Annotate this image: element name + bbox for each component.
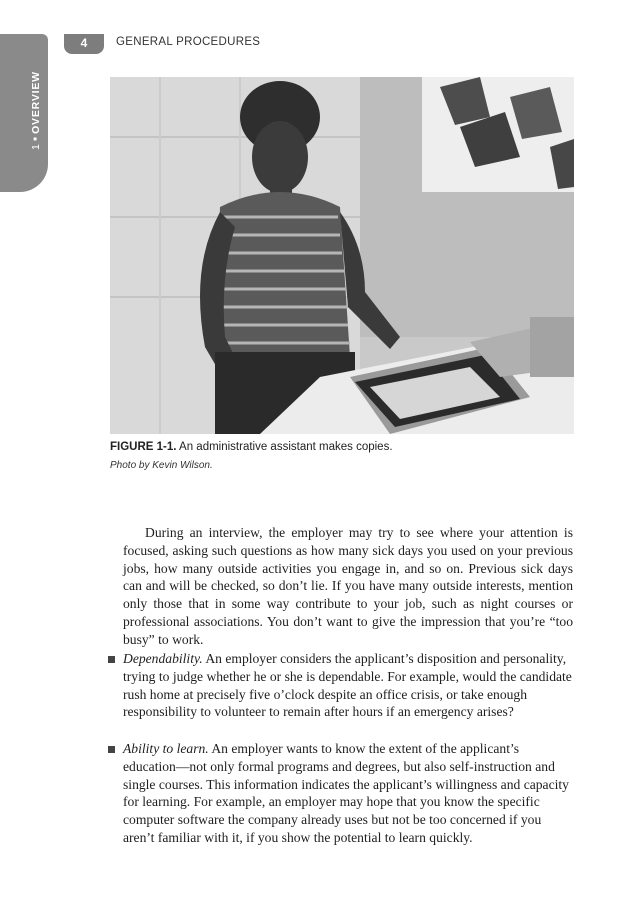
bullet-description: An employer considers the applicant’s disposition and personality, trying to judge whether he or she is dependable. For example, would the candidate rush home at precisely five o’clock despite an office crisis, or take enough responsibility to volunteer to remain after hours if an emergency arises?	[123, 651, 572, 720]
bullet-text	[123, 650, 573, 721]
page-number: 4	[64, 34, 104, 54]
chapter-number: 1	[30, 143, 42, 150]
chapter-side-label	[30, 71, 42, 150]
figure-photo	[110, 77, 574, 434]
chapter-title: OVERVIEW	[30, 71, 42, 134]
photo-credit: Photo by Kevin Wilson.	[110, 460, 213, 471]
running-head: GENERAL PROCEDURES	[116, 36, 261, 48]
figure-caption	[110, 441, 580, 453]
bullet-term: Dependability.	[123, 651, 203, 666]
bullet-term: Ability to learn.	[123, 741, 209, 756]
bullet-text	[123, 740, 573, 847]
figure-caption-text: An administrative assistant makes copies.	[179, 441, 393, 453]
bullet-square-icon	[108, 746, 115, 753]
photo-illustration	[110, 77, 574, 434]
figure-label: FIGURE 1-1.	[110, 441, 177, 453]
bullet-square-icon	[108, 656, 115, 663]
chapter-separator: ■	[33, 136, 40, 141]
bullet-description: An employer wants to know the extent of the applicant’s education—not only formal programs and degrees, but also self-instruction and single courses. This information indicates the applicant’s willingness and capacity for learning. For example, an employer may hope that you know the specific computer software the company already uses but not be too concerned if you aren’t familiar with it, if you show the potential to learn quickly.	[123, 741, 569, 845]
body-paragraph: During an interview, the employer may try to see where your attention is focused, asking such questions as how many sick days you used on your previous jobs, how many outside activities you engage in, and so on. Previous sick days can and will be checked, so don’t lie. If you have many outside interests, mention only those that in some way contribute to your job, such as night courses or professional associations. You don’t want to give the impression that you’re “too busy” to work.	[123, 525, 573, 647]
